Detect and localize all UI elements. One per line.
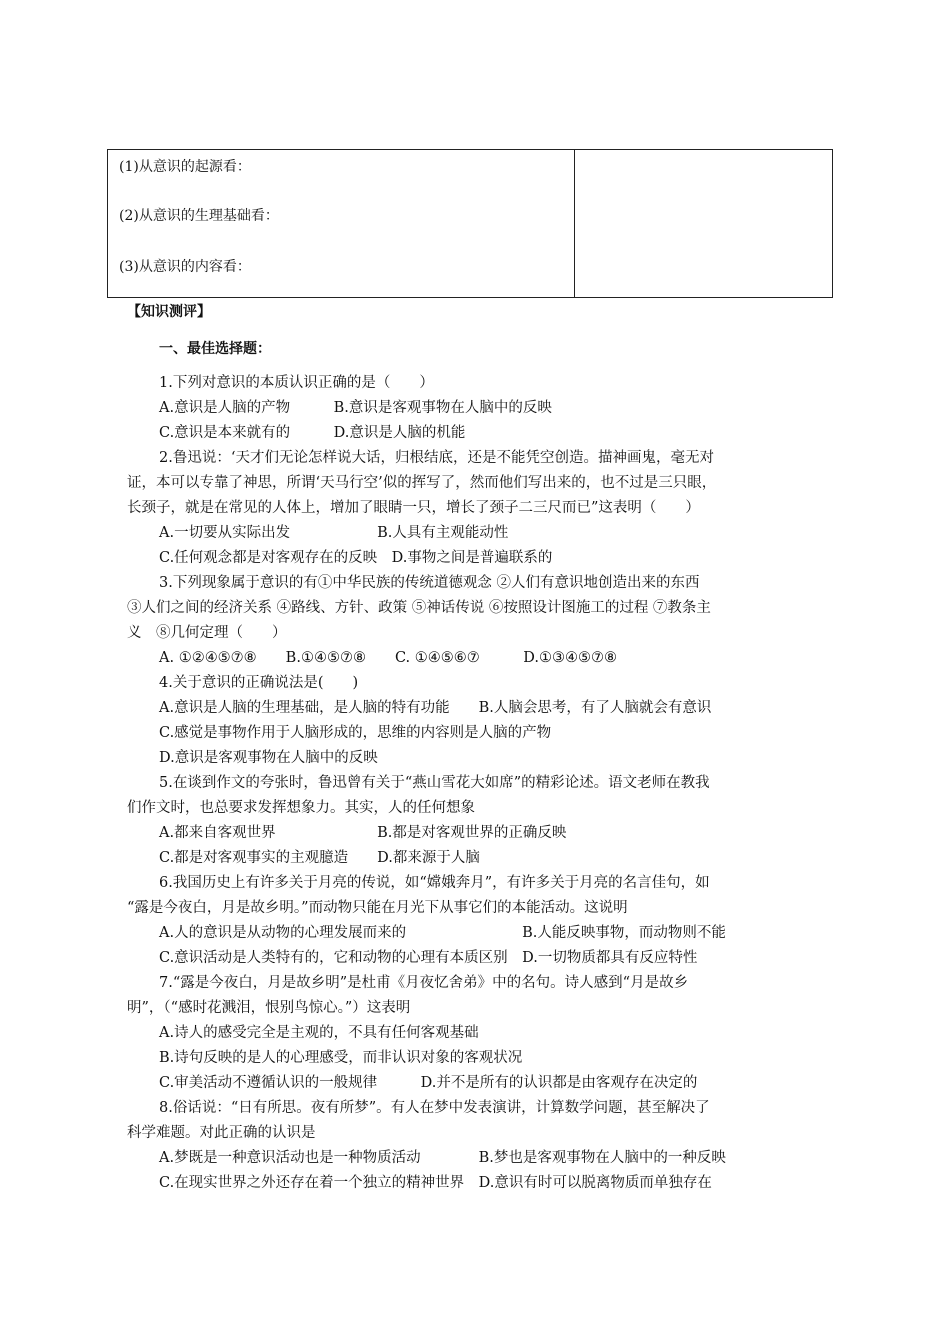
question-5-options-ab: A.都来自客观世界 B.都是对客观世界的正确反映 [159,825,567,841]
table-item-origin: (1)从意识的起源看： [119,159,251,175]
question-8-options-ab: A.梦既是一种意识活动也是一种物质活动 B.梦也是客观事物在人脑中的一种反映 [159,1150,726,1166]
question-7: 7.“露是今夜白，月是故乡明”是杜甫《月夜忆舍弟》中的名句。诗人感到“月是故乡 [159,975,689,991]
table-divider [574,150,575,297]
question-2: 2.鲁迅说：‘天才们无论怎样说大话，归根结底，还是不能凭空创造。描神画鬼，毫无对 [159,450,714,466]
question-1: 1.下列对意识的本质认识正确的是（ ） [159,375,434,391]
question-2-cont-1: 证，本可以专靠了神思，所谓‘天马行空’似的挥写了，然而他们写出来的，也不过是三只眼， [127,475,717,491]
question-2-options-cd: C.任何观念都是对客观存在的反映 D.事物之间是普遍联系的 [159,550,553,566]
question-6-options-cd: C.意识活动是人类特有的，它和动物的心理有本质区别 D.一切物质都具有反应特性 [159,950,698,966]
question-1-options-ab: A.意识是人脑的产物 B.意识是客观事物在人脑中的反映 [159,400,552,416]
answer-table [107,149,833,298]
table-item-content: (3)从意识的内容看： [119,259,251,275]
question-8: 8.俗话说：“日有所思。夜有所梦”。有人在梦中发表演讲，计算数学问题，甚至解决了 [159,1100,710,1116]
question-8-options-cd: C.在现实世界之外还存在着一个独立的精神世界 D.意识有时可以脱离物质而单独存在 [159,1175,712,1191]
subsection-title: 一、最佳选择题： [159,341,271,357]
question-7-cont: 明”，（“感时花溅泪，恨别鸟惊心。”）这表明 [127,1000,411,1016]
question-5-options-cd: C.都是对客观事实的主观臆造 D.都来源于人脑 [159,850,480,866]
question-5: 5.在谈到作文的夸张时，鲁迅曾有关于“燕山雪花大如席”的精彩论述。语文老师在教我 [159,775,710,791]
question-7-option-a: A.诗人的感受完全是主观的，不具有任何客观基础 [159,1025,479,1041]
section-title: 【知识测评】 [127,304,211,320]
question-4: 4.关于意识的正确说法是( ) [159,675,359,691]
question-4-option-c: C.感觉是事物作用于人脑形成的，思维的内容则是人脑的产物 [159,725,552,741]
question-8-cont: 科学难题。对此正确的认识是 [127,1125,316,1141]
question-3-cont-1: ③人们之间的经济关系 ④路线、方针、政策 ⑤神话传说 ⑥按照设计图施工的过程 ⑦教条主 [127,600,711,616]
question-2-cont-2: 长颈子，就是在常见的人体上，增加了眼睛一只，增长了颈子二三尺而已”这表明（ ） [127,500,700,516]
question-5-cont: 们作文时，也总要求发挥想象力。其实，人的任何想象 [127,800,475,816]
question-3-cont-2: 义 ⑧几何定理（ ） [127,625,287,641]
question-4-option-d: D.意识是客观事物在人脑中的反映 [159,750,378,766]
question-2-options-ab: A.一切要从实际出发 B.人具有主观能动性 [159,525,509,541]
question-6-cont: “露是今夜白，月是故乡明。”而动物只能在月光下从事它们的本能活动。这说明 [127,900,628,916]
question-3: 3.下列现象属于意识的有①中华民族的传统道德观念 ②人们有意识地创造出来的东西 [159,575,700,591]
question-3-options: A. ①②④⑤⑦⑧ B.①④⑤⑦⑧ C. ①④⑤⑥⑦ D.①③④⑤⑦⑧ [159,650,617,666]
question-6: 6.我国历史上有许多关于月亮的传说，如“嫦娥奔月”，有许多关于月亮的名言佳句，如 [159,875,710,891]
question-1-options-cd: C.意识是本来就有的 D.意识是人脑的机能 [159,425,466,441]
question-4-options-ab: A.意识是人脑的生理基础，是人脑的特有功能 B.人脑会思考，有了人脑就会有意识 [159,700,712,716]
question-7-options-cd: C.审美活动不遵循认识的一般规律 D.并不是所有的认识都是由客观存在决定的 [159,1075,698,1091]
table-item-physiology: (2)从意识的生理基础看： [119,208,279,224]
question-7-option-b: B.诗句反映的是人的心理感受，而非认识对象的客观状况 [159,1050,523,1066]
question-6-options-ab: A.人的意识是从动物的心理发展而来的 B.人能反映事物，而动物则不能 [159,925,726,941]
